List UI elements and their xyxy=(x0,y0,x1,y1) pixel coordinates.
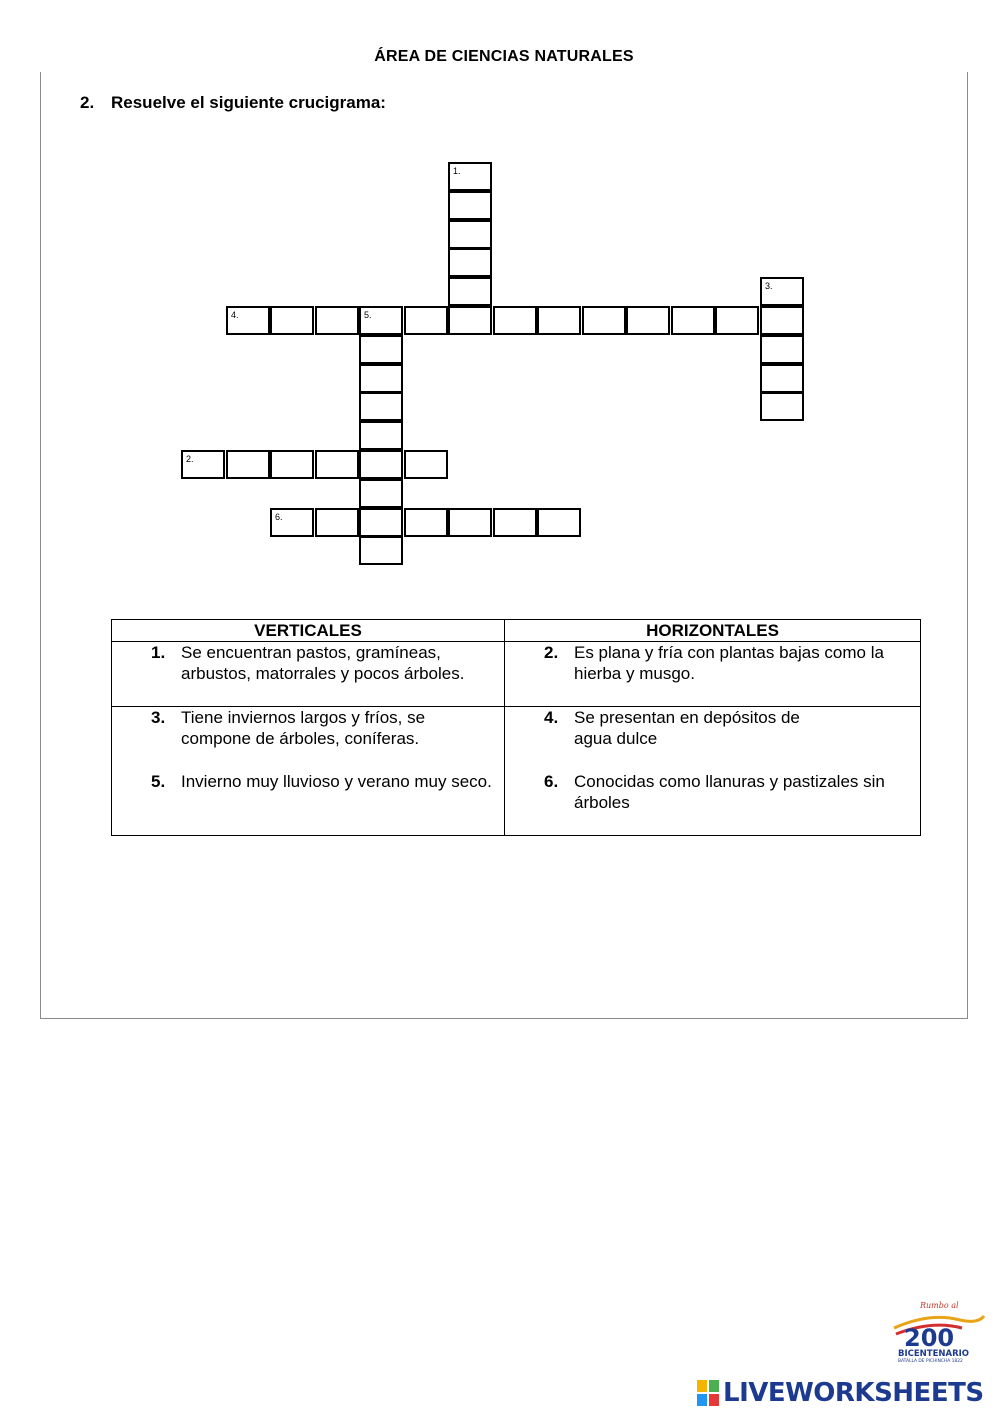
crossword-cell[interactable] xyxy=(671,306,715,335)
crossword-cell[interactable] xyxy=(359,508,403,537)
crossword-cell[interactable] xyxy=(760,335,804,364)
crossword-cell[interactable] xyxy=(359,335,403,364)
horizontales-header: HORIZONTALES xyxy=(505,620,921,642)
clue-cell xyxy=(505,707,921,836)
crossword-clue-number: 5. xyxy=(364,310,372,320)
crossword-cell[interactable] xyxy=(226,306,270,335)
crossword-cell[interactable] xyxy=(537,306,581,335)
crossword-cell[interactable] xyxy=(226,450,270,479)
crossword-cell[interactable] xyxy=(315,508,359,537)
logo-tagline: Rumbo al xyxy=(920,1301,959,1310)
crossword-cell[interactable] xyxy=(359,479,403,508)
crossword-cell[interactable] xyxy=(537,508,581,537)
crossword-cell[interactable] xyxy=(493,508,537,537)
clue-text: Conocidas como llanuras y pastizales sin árboles xyxy=(574,772,885,812)
crossword-cell[interactable] xyxy=(760,364,804,393)
crossword-cell[interactable] xyxy=(448,220,492,249)
crossword-cell[interactable] xyxy=(493,306,537,335)
clues-table xyxy=(111,619,921,836)
logo-year: 200 xyxy=(904,1324,955,1352)
clue-text: Se presentan en depósitos de agua dulce xyxy=(574,708,800,748)
clue-cell xyxy=(505,642,921,707)
clue-number: 1. xyxy=(151,643,166,662)
clue-text: Invierno muy lluvioso y verano muy seco. xyxy=(181,772,492,791)
crossword-cell[interactable] xyxy=(270,508,314,537)
crossword-cell[interactable] xyxy=(270,306,314,335)
crossword-cell[interactable] xyxy=(715,306,759,335)
worksheet-frame xyxy=(40,72,968,1019)
clue-vertical-3 xyxy=(112,707,504,749)
crossword-cell[interactable] xyxy=(359,536,403,565)
crossword-cell[interactable] xyxy=(448,508,492,537)
clue-number: 5. xyxy=(151,772,166,791)
crossword-clue-number: 2. xyxy=(186,454,194,464)
clue-cell xyxy=(112,707,505,836)
clue-vertical-5 xyxy=(112,771,504,792)
logo-name: BICENTENARIO xyxy=(898,1349,970,1359)
bicentenario-logo xyxy=(890,1298,986,1364)
crossword-cell[interactable] xyxy=(359,306,403,335)
crossword-cell[interactable] xyxy=(448,248,492,277)
crossword-cell[interactable] xyxy=(760,392,804,421)
clue-number: 3. xyxy=(151,708,166,727)
crossword-cell[interactable] xyxy=(404,450,448,479)
crossword-cell[interactable] xyxy=(181,450,225,479)
liveworksheets-text: LIVEWORKSHEETS xyxy=(723,1378,984,1408)
clue-text: Se encuentran pastos, gramíneas, arbustos, matorrales y pocos árboles. xyxy=(181,643,465,683)
crossword-cell[interactable] xyxy=(359,450,403,479)
instruction-number: 2. xyxy=(80,93,95,112)
crossword-cell[interactable] xyxy=(448,277,492,306)
crossword-clue-number: 4. xyxy=(231,310,239,320)
crossword-cell[interactable] xyxy=(404,508,448,537)
clue-number: 4. xyxy=(544,708,559,727)
instruction-text: Resuelve el siguiente crucigrama: xyxy=(111,93,386,112)
clue-vertical-1 xyxy=(112,642,504,684)
clue-text: Es plana y fría con plantas bajas como la hierba y musgo. xyxy=(574,643,884,683)
crossword-cell[interactable] xyxy=(760,306,804,335)
crossword-cell[interactable] xyxy=(626,306,670,335)
crossword-cell[interactable] xyxy=(315,306,359,335)
clue-number: 2. xyxy=(544,643,559,662)
crossword-cell[interactable] xyxy=(582,306,626,335)
crossword-cell[interactable] xyxy=(270,450,314,479)
crossword-cell[interactable] xyxy=(315,450,359,479)
crossword-cell[interactable] xyxy=(448,191,492,220)
verticales-header: VERTICALES xyxy=(112,620,505,642)
crossword-clue-number: 6. xyxy=(275,512,283,522)
crossword-cell[interactable] xyxy=(760,277,804,306)
crossword-cell[interactable] xyxy=(359,364,403,393)
crossword-cell[interactable] xyxy=(359,392,403,421)
clue-horizontal-2 xyxy=(505,642,920,684)
logo-subtitle: BATALLA DE PICHINCHA 1822 xyxy=(898,1359,963,1364)
crossword-cell[interactable] xyxy=(404,306,448,335)
liveworksheets-badge-icon xyxy=(697,1380,719,1406)
crossword-cell[interactable] xyxy=(448,162,492,191)
instruction xyxy=(80,93,386,113)
page-title: ÁREA DE CIENCIAS NATURALES xyxy=(374,48,634,65)
liveworksheets-watermark xyxy=(697,1378,997,1408)
clue-horizontal-6 xyxy=(505,771,920,813)
crossword-clue-number: 1. xyxy=(453,166,461,176)
crossword-cell[interactable] xyxy=(448,306,492,335)
clue-cell xyxy=(112,642,505,707)
crossword-clue-number: 3. xyxy=(765,281,773,291)
clue-number: 6. xyxy=(544,772,559,791)
crossword-cell[interactable] xyxy=(359,421,403,450)
clue-horizontal-4 xyxy=(505,707,920,749)
clue-text: Tiene inviernos largos y fríos, se compone de árboles, coníferas. xyxy=(181,708,426,748)
